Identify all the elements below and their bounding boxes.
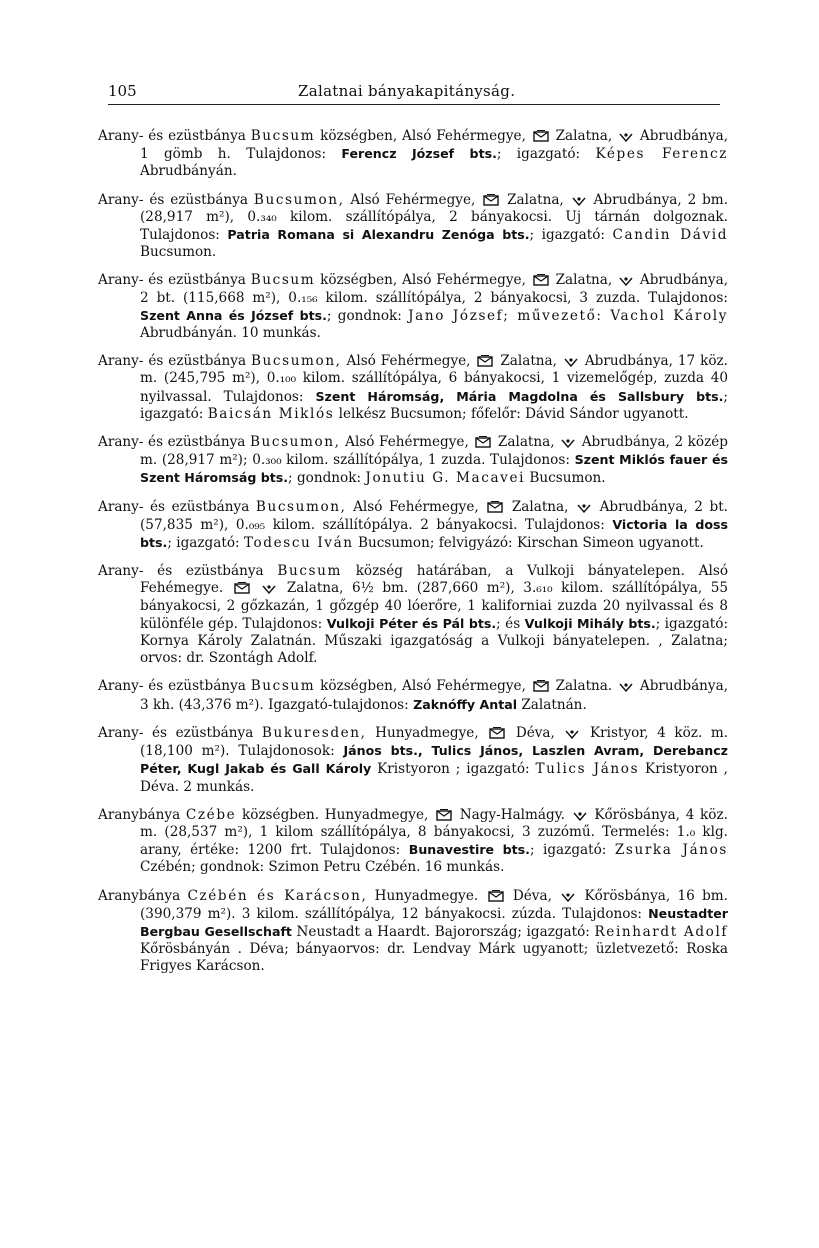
entry-post-office: Zalatna,: [500, 353, 557, 370]
entry-county: községben, Alsó Fehérmegye,: [320, 128, 526, 144]
entry-details: Abrudbánya, 2 bt. (57,835 m²), 0.₀₉₅ kilom. szállítópálya. 2 bányakocsi. Tulajdonos:: [140, 498, 728, 533]
entry-tail: Abrudbányán.: [140, 163, 237, 180]
entry-details: Abrudbánya, 2 bt. (115,668 m²), 0.₁₅₆ kilom. szállítópálya, 2 bányakocsi, 3 zuzda. Tulajdonos:: [140, 272, 729, 306]
entry-locality: Bucsum: [250, 128, 316, 144]
entry-role: ; gondnok:: [326, 307, 402, 324]
entry-details: Abrudbánya, 17 köz. m. (245,795 m²), 0.₁₀₀ kilom. szállítópálya, 6 bányakocsi, 1 vizemelőgép, zuzda 40 nyilvassal. Tulajdonos:: [140, 353, 728, 405]
mine-entry: [98, 807, 728, 877]
entry-owner: Victoria la doss bts.: [140, 516, 728, 551]
entry-locality: Bucsum: [277, 563, 342, 580]
entry-details: Kőrösbánya, 4 köz. m. (28,537 m²), 1 kilom szállítópálya, 8 bányakocsi, 3 zuzómű. Termelés: 1.₀ klg. arany, értéke: 1200 frt. Tulajdonos:: [140, 806, 728, 859]
post-office-icon: [436, 809, 452, 821]
post-office-icon: [488, 890, 504, 902]
running-head: Zalatnai bányakapitányság.: [298, 82, 516, 100]
entry-type: Aranybánya: [98, 806, 181, 823]
entry-role: Kristyoron ; igazgató:: [377, 761, 530, 778]
entry-post-office: Zalatna,: [555, 272, 613, 289]
entry-county: Alsó Fehérmegye,: [346, 353, 471, 370]
entry-type: Arany- és ezüstbánya: [98, 353, 247, 370]
post-office-icon: [477, 355, 493, 367]
entry-person: Reinhardt Adolf: [594, 923, 729, 940]
entry-tail: Abrudbányán. 10 munkás.: [140, 325, 321, 342]
entry-tail: lelkész Bucsumon; főfelőr: Dávid Sándor ugyanott.: [338, 405, 689, 422]
entry-post-office: Zalatna,: [555, 128, 613, 144]
entry-owner: János bts., Tulics János, Laszlen Avram, Derebancz Péter, Kugl Jakab és Gall Károly: [140, 743, 728, 777]
entry-tail: Bucsumon; felvigyázó: Kirschan Simeon ugyanott.: [357, 535, 704, 552]
entry-county: Hunyadmegye,: [375, 724, 479, 741]
entry-type: Arany- és ezüstbánya: [98, 128, 246, 144]
telegraph-icon: [565, 729, 579, 739]
mine-entry: [98, 272, 728, 342]
entry-owner: Patria Romana si Alexandru Zenóga bts.: [227, 227, 530, 243]
entry-tail: Zalatnán.: [521, 696, 587, 713]
entry-role: Neustadt a Haardt. Bajorország; igazgató:: [296, 923, 590, 940]
post-office-icon: [487, 501, 503, 513]
entry-post-office: Zalatna, 6½ bm. (287,660 m²), 3.₆₁₀ kilom.: [286, 580, 604, 597]
telegraph-icon: [564, 357, 578, 367]
entry-owner-2: Vulkoji Mihály bts.: [524, 615, 656, 631]
post-office-icon: [533, 274, 549, 286]
entry-details: Abrudbánya, 1 gömb h. Tulajdonos:: [140, 128, 729, 163]
entry-owner: Ferencz József bts.: [341, 146, 497, 162]
mine-entry: [98, 563, 728, 667]
entry-tail: Kristyoron , Déva. 2 munkás.: [140, 761, 728, 795]
entry-role: ; igazgató:: [529, 227, 605, 244]
post-office-icon: [234, 582, 250, 594]
mine-entry: [98, 725, 728, 796]
entry-owner: Bunavestire bts.: [408, 842, 530, 858]
entry-details: szállítópálya, 55 bányakocsi, 2 gőzkazán, 1 gőzgép 40 lóerőre, 1 kaliforniai zuzda 20 nyilvassal és 8 különféle gép. Tulajdonos:: [140, 580, 729, 632]
post-office-icon: [533, 130, 549, 142]
entry-type: Arany- és ezüstbánya: [98, 434, 246, 451]
entry-post-office: Zalatna,: [507, 191, 564, 208]
entry-owner: Szent Miklós fauer és Szent Háromság bts.: [140, 452, 728, 486]
post-office-icon: [489, 727, 505, 739]
mine-entry: [98, 128, 728, 181]
entry-role: ; igazgató:: [167, 535, 240, 552]
entry-type: Arany- és ezüstbánya: [98, 191, 248, 208]
entry-locality: Czébe: [185, 806, 237, 823]
entry-details: Kőrösbánya, 16 bm. (390,379 m²). 3 kilom. szállítópálya, 12 bányakocsi. zúzda. Tulajdonos:: [140, 887, 729, 922]
entry-person: Baicsán Miklós: [207, 405, 335, 422]
entry-locality: Bucsumon,: [253, 191, 345, 208]
entry-post-office: Nagy-Halmágy.: [459, 806, 565, 823]
entry-locality: Bucsumon,: [255, 498, 347, 515]
entry-role: ; gondnok:: [288, 470, 362, 487]
page-number: 105: [108, 82, 137, 100]
entry-person: Tulics János: [535, 761, 640, 778]
entry-locality: Bukuresden,: [261, 724, 367, 741]
entry-county: község határában, a Vulkoji bányatelepen. Alsó Fehémegye.: [140, 563, 729, 597]
page-header: [108, 82, 720, 105]
telegraph-icon: [572, 196, 586, 206]
telegraph-icon: [561, 438, 575, 448]
entry-person: Zsurka János: [614, 842, 729, 859]
entry-county: községben, Alsó Fehérmegye,: [320, 678, 526, 695]
entry-county: Hunyadmegye.: [374, 887, 479, 904]
entry-role: ; igazgató:: [529, 842, 607, 859]
entry-type: Arany- és ezüstbánya: [98, 563, 264, 580]
entry-county: községben. Hunyadmegye,: [241, 806, 429, 823]
mine-entry: [98, 678, 728, 713]
post-office-icon: [533, 680, 549, 692]
mine-entry: [98, 192, 728, 262]
telegraph-icon: [619, 132, 633, 142]
entry-owner: Szent Anna és József bts.: [140, 307, 327, 323]
post-office-icon: [483, 194, 499, 206]
entry-type: Arany- és ezüstbánya: [98, 272, 246, 289]
entry-tail: Bucsumon.: [140, 244, 217, 261]
entry-county: Alsó Fehérmegye,: [350, 191, 476, 208]
mine-entry: [98, 499, 728, 553]
entry-post-office: Déva,: [512, 887, 552, 904]
entry-type: Aranybánya: [98, 887, 181, 904]
telegraph-icon: [262, 584, 276, 594]
entry-county: Alsó Fehérmegye,: [353, 498, 479, 515]
telegraph-icon: [577, 503, 591, 513]
telegraph-icon: [619, 276, 633, 286]
entry-tail: Kőrösbányán . Déva; bányaorvos: dr. Lendvay Márk ugyanott; üzletvezető: Roska Frigyes Karácson.: [140, 941, 728, 975]
entry-tail: Bucsumon.: [529, 470, 606, 487]
entry-owner: Zaknóffy Antal: [413, 696, 518, 712]
mine-entry: [98, 434, 728, 488]
entry-role: ; igazgató:: [140, 388, 728, 422]
entry-details: Abrudbánya, 3 kh. (43,376 m²). Igazgató-tulajdonos:: [140, 678, 729, 713]
entry-owner: Vulkoji Péter és Pál bts.: [326, 615, 497, 631]
entry-locality: Bucsumon,: [250, 353, 342, 370]
mine-entry: [98, 353, 728, 423]
post-office-icon: [475, 436, 491, 448]
entry-locality: Bucsum: [250, 272, 316, 289]
entry-county: Alsó Fehérmegye,: [345, 434, 469, 451]
entry-owner: Szent Háromság, Mária Magdolna és Sallsbury bts.: [315, 388, 724, 404]
entry-tail: Czébén; gondnok: Szimon Petru Czébén. 16 munkás.: [140, 859, 505, 876]
entry-details: Kristyor, 4 köz. m. (18,100 m²). Tulajdonosok:: [140, 724, 729, 760]
entry-tail: ; igazgató: Kornya Károly Zalatnán. Műszaki igazgatóság a Vulkoji bányatelepen. , Zalatna; orvos: dr. Szontágh Adolf.: [140, 615, 729, 667]
entry-post-office: Zalatna,: [511, 498, 569, 515]
entry-post-office: Déva,: [515, 724, 555, 741]
entry-details: Abrudbánya, 2 közép m. (28,917 m²); 0.₃₀₀ kilom. szállítópálya, 1 zuzda. Tulajdonos:: [140, 434, 728, 469]
entry-post-office: Zalatna,: [497, 434, 555, 451]
entry-owner: Neustadter Bergbau Gesellschaft: [140, 905, 728, 939]
entry-person: Jonutiu G. Macavei: [365, 470, 526, 487]
entry-person: Jano József; művezető: Vachol Károly: [408, 307, 728, 324]
entry-details: Abrudbánya, 2 bm. (28,917 m²), 0.₃₄₀ kilom. szállítópálya, 2 bányakocsi. Uj tárnán dolgoznak. Tulajdonos:: [140, 191, 729, 244]
entry-type: Arany- és ezüstbánya: [98, 724, 254, 741]
entry-role: ; és: [496, 615, 521, 632]
telegraph-icon: [561, 892, 575, 902]
entry-locality: Czébén és Karácson,: [187, 887, 368, 904]
entry-person: Todescu Iván: [243, 535, 354, 552]
entry-type: Arany- és ezüstbánya: [98, 498, 250, 515]
entry-post-office: Zalatna.: [555, 678, 613, 695]
entry-person: Candin Dávid: [612, 227, 729, 244]
entry-locality: Bucsum: [250, 678, 316, 695]
entries-list: [98, 128, 728, 987]
entry-type: Arany- és ezüstbánya: [98, 678, 246, 695]
telegraph-icon: [619, 682, 633, 692]
entry-locality: Bucsumon,: [249, 434, 341, 451]
entry-county: községben, Alsó Fehérmegye,: [320, 272, 526, 289]
entry-person: Képes Ferencz: [595, 146, 728, 163]
entry-role: ; igazgató:: [496, 146, 581, 163]
mine-entry: [98, 888, 728, 976]
telegraph-icon: [573, 811, 587, 821]
